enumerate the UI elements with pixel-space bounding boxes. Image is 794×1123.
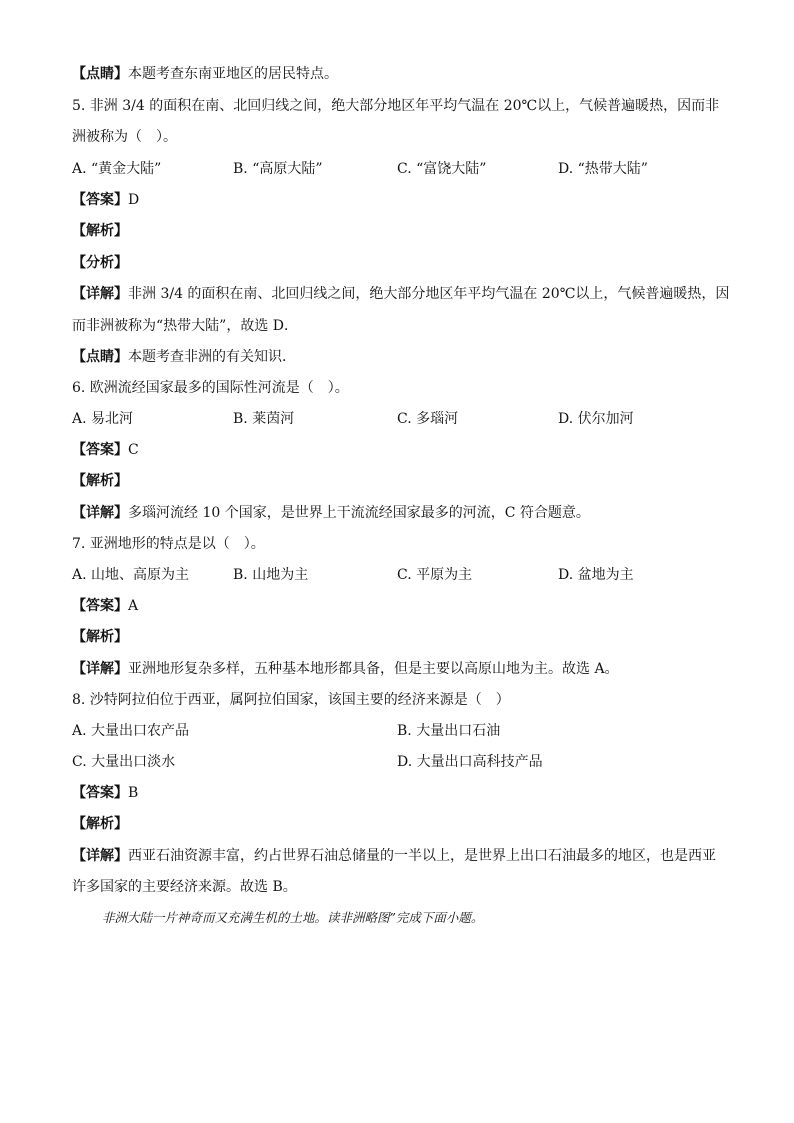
option-d: D. 大量出口高科技产品 [397,754,543,770]
option-b: B. 山地为主 [233,567,309,583]
question-8-options-row2 [72,752,732,772]
detail-line: 【详解】西亚石油资源丰富，约占世界石油总储量的一半以上，是世界上出口石油最多的地区，也是西亚 [72,848,716,864]
section-caption: 非洲大陆一片神奇而又充满生机的土地。读非洲略图”完成下面小题。 [102,910,484,925]
tip-line: 【点睛】本题考查非洲的有关知识． [72,349,296,365]
option-a: A. 大量出口农产品 [72,723,190,739]
analysis-heading: 【解析】 [72,629,128,645]
option-b: B. 莱茵河 [233,411,295,427]
detail-line-cont: 许多国家的主要经济来源。故选 B。 [72,879,297,895]
question-6-text: 6. 欧洲流经国家最多的国际性河流是（ ）。 [72,380,349,396]
answer-line: 【答案】D [72,192,140,208]
option-d: D. “热带大陆” [558,161,648,177]
detail-line: 【详解】亚洲地形复杂多样，五种基本地形都具备，但是主要以高原山地为主。故选 A。 [72,661,619,677]
question-7-options [72,565,732,585]
answer-line: 【答案】A [72,598,139,614]
analysis-heading: 【解析】 [72,473,128,489]
question-5-text-cont: 洲被称为（ ）。 [72,129,177,145]
answer-line: 【答案】C [72,442,139,458]
option-b: B. 大量出口石油 [397,723,501,739]
option-a: A. “黄金大陆” [72,161,162,177]
question-7-text: 7. 亚洲地形的特点是以（ ）。 [72,536,265,552]
option-d: D. 盆地为主 [558,567,634,583]
option-c: C. 大量出口淡水 [72,754,176,770]
question-6-options [72,409,732,429]
option-c: C. 平原为主 [397,567,473,583]
detail-line: 【详解】非洲 3/4 的面积在南、北回归线之间，绝大部分地区年平均气温在 20℃以上，气候普遍暖热，因 [72,286,730,302]
question-8-options-row1 [72,721,732,741]
analysis-heading: 【解析】 [72,223,128,239]
option-b: B. “高原大陆” [233,161,323,177]
question-5-options [72,159,732,179]
option-d: D. 伏尔加河 [558,411,634,427]
detail-line: 【详解】多瑙河流经 10 个国家，是世界上干流流经国家最多的河流，C 符合题意。 [72,505,590,521]
option-a: A. 易北河 [72,411,134,427]
option-c: C. “富饶大陆” [397,161,487,177]
fenxi-heading: 【分析】 [72,255,128,271]
question-5-text: 5. 非洲 3/4 的面积在南、北回归线之间，绝大部分地区年平均气温在 20℃以上，气候普遍暖热，因而非 [72,98,720,114]
detail-line-cont: 而非洲被称为“热带大陆”，故选 D． [72,318,298,334]
question-8-text: 8. 沙特阿拉伯位于西亚，属阿拉伯国家，该国主要的经济来源是（ ） [72,692,510,708]
tip-line: 【点睛】本题考查东南亚地区的居民特点。 [72,66,338,82]
analysis-heading: 【解析】 [72,816,128,832]
option-a: A. 山地、高原为主 [72,567,190,583]
answer-line: 【答案】B [72,785,139,801]
option-c: C. 多瑙河 [397,411,459,427]
